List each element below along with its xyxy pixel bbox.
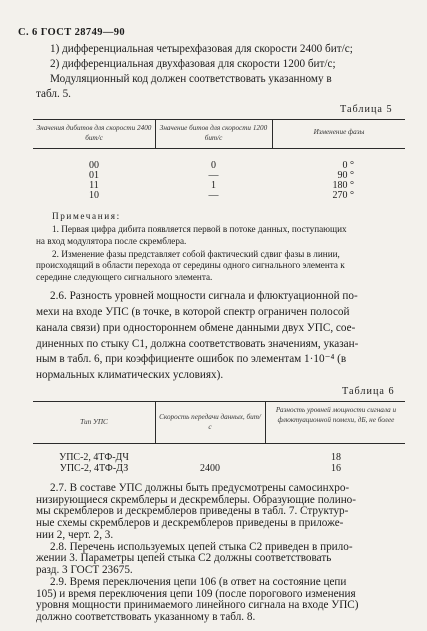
table6-header-3: Разность уровней мощности сигнала и флюктуационной помехи, дБ, не более: [275, 406, 397, 424]
para-2-6-line: мехи на входе УПС (в точке, в которой спектр ограничен полосой: [36, 306, 350, 318]
note-line: 1. Первая цифра дибита появляется первой в потоке данных, поступающих: [52, 224, 347, 234]
table5-cell: 0 °: [342, 160, 354, 171]
para-2-7-line: 2.7. В составе УПС должны быть предусмотрены самосинхро-: [50, 482, 350, 494]
table6-cell: УПС-2, 4ТФ-ДЗ: [59, 463, 129, 474]
table5-cell: 00: [89, 160, 99, 171]
table6-col-divider: [155, 401, 156, 443]
para-2-7-line: нии 2, черт. 2, 3.: [36, 528, 114, 541]
table5-cell: 01: [89, 170, 99, 181]
table6-col-divider: [265, 401, 266, 443]
para-2-9-line: уровня мощности принимаемого линейного сигнала на входе УПС): [36, 599, 359, 612]
table5-cell: 1: [211, 180, 216, 191]
table5-col-divider: [272, 119, 273, 148]
table6-cell: 18: [331, 452, 341, 463]
para-2-6-line: диненных по стыку С1, должна соответствовать значениям, указан-: [36, 338, 359, 350]
para-2-6-line: ным в табл. 6, при коэффициенте ошибок по элементам 1·10⁻⁴ (в: [36, 353, 347, 365]
page-header: С. 6 ГОСТ 28749—90: [18, 27, 126, 38]
table6-header-rule: [33, 443, 405, 444]
table5-cell: 180 °: [332, 180, 354, 191]
para-2-9-line: 105) и время переключения цепи 109 (после порогового изменения: [36, 587, 356, 600]
table5-cell: 10: [89, 190, 99, 201]
note-line: происходящий в области перехода от середины одного сигнального элемента к: [36, 260, 345, 270]
table5-header-3: Изменение фазы: [313, 128, 365, 136]
para-2-8-line: разд. 3 ГОСТ 23675.: [36, 564, 133, 577]
table5-col-divider: [155, 119, 156, 148]
table5-cell: 90 °: [337, 170, 354, 181]
table6-cell: 16: [331, 463, 341, 474]
table5-cell: 270 °: [332, 190, 354, 201]
table5-cell: —: [208, 190, 219, 201]
para-2-7-line: низирующиеся скремблеры и дескремблеры. Образующие полино-: [36, 493, 357, 506]
intro-line: Модуляционный код должен соответствовать указанному в: [50, 73, 332, 85]
table5-top-rule: [33, 119, 405, 120]
para-2-6-line: нормальных климатических условиях).: [36, 369, 224, 381]
intro-line: табл. 5.: [36, 88, 71, 100]
note-line: на вход модулятора после скремблера.: [36, 236, 187, 246]
table6-top-rule: [33, 401, 405, 402]
para-2-7-line: ные схемы скремблеров и дескремблеров приведены в приложе-: [36, 517, 344, 530]
para-2-6-line: канала связи) при одностороннем обмене данными двух УПС, сое-: [36, 322, 356, 334]
table6-cell: 2400: [200, 463, 220, 474]
para-2-6-line: 2.6. Разность уровней мощности сигнала и флюктуационной по-: [50, 290, 358, 302]
table6-header-2: Скорость передачи данных, бит/с: [159, 413, 261, 431]
note-line: середине следующего сигнального элемента.: [36, 272, 213, 282]
table5-header-2: Значение битов для скорости 1200 бит/с: [159, 124, 268, 142]
table6-header-1: Тип УПС: [80, 418, 108, 426]
table5-cell: —: [208, 170, 219, 181]
notes-title: Примечания:: [52, 211, 121, 221]
table5-cell: 0: [211, 160, 216, 171]
para-2-7-line: мы скремблеров и дескремблеров приведены в табл. 7. Структур-: [36, 505, 349, 518]
para-2-9-line: 2.9. Время переключения цепи 106 (в ответ на состояние цепи: [50, 575, 347, 588]
table6-caption: Таблица 6: [342, 386, 395, 397]
para-2-9-line: должно соответствовать указанному в табл. 8.: [36, 611, 256, 623]
table5-caption: Таблица 5: [340, 104, 393, 115]
para-2-8-line: жении 3. Параметры цепей стыка С2 должны соответствовать: [36, 552, 332, 565]
table6-cell: УПС-2, 4ТФ-ДЧ: [59, 452, 129, 463]
intro-line: 2) дифференциальная двухфазовая для скорости 1200 бит/с;: [50, 58, 336, 70]
table5-header-1: Значения дибитов для скорости 2400 бит/с: [36, 124, 152, 142]
table5-cell: 11: [89, 180, 99, 191]
note-line: 2. Изменение фазы представляет собой фактический сдвиг фазы в линии,: [52, 249, 340, 259]
intro-line: 1) дифференциальная четырехфазовая для скорости 2400 бит/с;: [50, 43, 353, 55]
para-2-8-line: 2.8. Перечень используемых цепей стыка С2 приведен в прило-: [50, 540, 353, 553]
table5-header-rule: [33, 148, 405, 149]
